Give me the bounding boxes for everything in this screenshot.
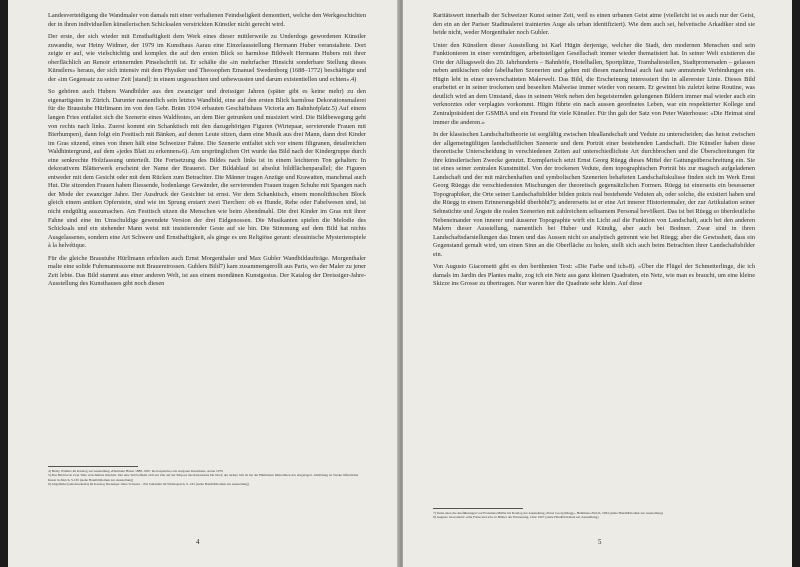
footnote: 4) Heiny Widmer im Katalog zur Ausstellung «Hermann Huber 1888–1967. Retrospektive» im Aargauer Kunsthaus, Aarau 1979 (48, 469, 223, 473)
paragraph: Der erste, der sich wieder mit Ernsthaftigkeit dem Werk eines dieser mittlerweile zu Underdogs gewordenen Künstler zuwandte, war Heiny Widmer, der 1979 im Kunsthaus Aarau eine Einzelausstellung Hermann Huber veranstaltete. Dort zeigte er auf, wie vielschichtig und komplex die auf den ersten Blick so harmlose Bildwelt Hermann Hubers mit ihrer oberflächlich an Renoir erinnernden Pinselschrift ist. Er schälte die «in mehrfacher Hinsicht sonderbare Stellung dieses Künstlers» heraus, der sich intensiv mit dem Physiker und Theosophen Emanuel Swedenborg (1688–1772) beschäftigte und der «im Gegensatz zu seiner Zeit [stand]: in einem ungesuchten und unbewussten und darum existentiellen und echten».4) (48, 33, 366, 83)
paragraph: So gehören auch Hubers Wandbilder aus den zwanziger und dreissiger Jahren (später gibt es keine mehr) zu den eigenartigsten in Zürich. Darunter namentlich sein letztes Wandbild, eine auf den ersten Blick harmlose Dekorationsmalerei für die Braustube Hürlimann im von den Gebr. Bräm 1934 erbauten Geschäftshaus Victoria am Bahnhofplatz.5) Auf einem langen Fries entfaltet sich die Szenerie eines Waldfestes, an dem Bier getrunken und musiziert wird. Die Bildbewegung geht von rechts nach links. Zuerst kommt ein Schanktisch mit den dazugehörigen Figuren (Wirtepaar, servierende Frauen mit Bierhumpen), dann folgt ein Festtisch mit Bänken, auf denen Leute sitzen, dann eine Musik aus drei Mann, dann drei Kinder im Gras sitzend, eines von ihnen hält eine Schweizer Fahne. Die Szenerie entfaltet sich vor einem filigranen, detailreichen Waldhintergrund, auf dem «jedes Blatt zu erkennen»6). Am ursprünglichen Ort wurde das Bild nach der Kindergruppe durch eine senkrechte Holzfassung unterteilt. Die Fortsetzung des Bildes nach links ist in einem leichteren Ton gehalten: In dekorativem Blätterwerk erscheint der Name der Brauerei. Der Bildablauf ist absolut bildflächenparallel; die Figuren entweder mit dem Gesicht oder mit dem Rücken zum Betrachter. Die Männer tragen Anzüge und Krawatten, manchmal auch Hut. Die sitzenden Frauen haben fliessende, bodenlange Gewänder, die servierenden Frauen tragen Schuhe mit Spangen nach der Mode der zwanziger Jahre. Der Ausdruck der Gesichter ist ernst. Vor dem Schanktisch, einem monolithischen Block gleich einem antiken Opferstein, sind wie im Sprung erstarrt zwei Tierchen: ob es Hunde, Rehe oder Fabelwesen sind, ist nicht endgültig auszumachen. Am Festtisch sitzen die Menschen wie beim Abendmahl. Die drei Kinder im Gras mit ihrer Fahne sind eine im Umschuldige gewendete Version der drei Eidgenossen. Die Musikanten spielen die Melodie des Schicksals und ein stehender Mann weist mit insistierender Geste auf sie hin. Die Stimmung auf dem Bild hat nichts Ausgelassenes, sondern eine Art Schwere und Ernsthaftigkeit, als ginge es um Religiöse gerant: eleusinische Mysterienspiele à la helvétique. (48, 88, 366, 250)
paragraph: In der klassischen Landschaftstheorie ist sorgfältig zwischen Ideallandschaft und Vedute zu unterscheiden; das heisst zwischen der allgemeingültigen landschaftlichen Szenerie und dem Porträt einer bestehenden Landschaft. Die Künstler haben diese theoretische Unterscheidung in verschiedenen Zeiten auf unterschiedlichste Art durchbrochen und die Überschreitungen für ihre künstlerischen Zwecke genutzt. Exemplarisch setzt Ernst Georg Rüegg dieses Mittel der Gattungsüberschreitung ein. Sie ist eines seiner zentralen Kunstmittel. Von der trockenen Vedute, dem topographischen Porträt bis zur magisch aufgeladenen Landschaft und der mit märchenhaften und symbolischen Szenerien behafteten Landschaftskulisse finden sich im Werk Ernst Georg Rüeggs die verschiedensten Mischungen der theoretisch gegensätzlichen Formen. Rüegg ist einerseits ein besessener Topographiker, die Orte seiner Landschaftsbilder bilden präzis real bestehende Veduten ab, oder solche, die existiert haben und die Rüegg in einem Erinnerungsbild überhöht7); andererseits ist er eine Art innerer Historienmaler, der zur Artikulation seiner Sehnsüchte und Ängste die realen Szenerien mit zahlreichem seltsamem Personal bevölkert. Das ist bei Rüegg so überdeutliche Nebeneinander von innerer und äusserer Topographie wirft ein Licht auf die Funktion von Landschaft, auch bei den anderen Malern dieser Ausstellung, namentlich bei Huber und Kündig, aber auch bei Bodmer. Zwar sind in ihren Landschaftsdarstellungen das Innen und das Aussen nicht so analytisch getrennt wie bei Rüegg; aber die Gewissheit, dass ein Gegenstand gemalt wird, um einen Sinn an die Oberfläche zu holen, stellt sich auch beim Betrachten ihrer Landschaftsbilder ein. (433, 131, 755, 258)
footnote: 8) Augusto Giacometti: «Die Farbe und ich» in Blätter der Erinnerung, Chur 1997 (siehe Handbibliothek zur Ausstellung) (433, 515, 599, 520)
footnotes (433, 508, 755, 520)
footnote-rule (48, 466, 138, 467)
footnote: 6) Abgebildet (seitenverkehrt) im Katalog Dreissiger Jahre Schweiz – Ein Jahrzehnt im Widerspruch, S. 243 (siehe Handbibliothek zur Ausstellung) (48, 481, 249, 486)
right-page (403, 0, 792, 567)
right-text-column (433, 12, 755, 293)
paragraph: Für die gleiche Braustube Hürlimann erhielten auch Ernst Morgenthaler und Max Gubler Wandbildaufträge. Morgenthaler malte eine solide Fuhrmannsszene mit Brauereirossen. Gublers Bild7) kam zusammengerollt aus Paris, wo der Maler zu jener Zeit lebte. Das Bild stammt aus einer anderen Welt, ist aus einem mondänen Kunstgestus. Der Katalog der Dreissiger-Jahre-Ausstellung des Kunsthauses gibt noch diesen (48, 254, 366, 288)
page-number: 5 (598, 538, 602, 546)
paragraph: Raritätswert innerhalb der Schweizer Kunst seiner Zeit, weil es einen urbanen Geist atme (vielleicht ist es auch nur der Geist, den ein an der Pariser Stadtmalerei trainiertes Auge als urban identifiziert). Wie dem auch sei, helvetische Arkadiker sind sie beide nicht, weder Morgenthaler noch Gubler. (433, 12, 755, 37)
footnote: 5) Das Bild hat in zwei Teile verschnitten überlebt. Der eine Teil befindet sich zur Zeit auf der Empore des Restaurants Du Nord; der andere Teil ist bei der Hürlimann Immobilien AG eingelagert. Abbildung in: Werke öffentlicher Kunst in Zürich, S.165 (siehe Handbibliothek zur Ausstellung) (48, 473, 359, 482)
paragraph: Von Augusto Giacometti gibt es den berühmten Text: «Die Farbe und ich»8). «Über die Flügel der Schmetterlinge, die ich damals im Jardin des Plantes malte, zog ich ein Netz aus ganz kleinen Quadraten, ein Netz, wie man es braucht, um eine kleine Skizze ins Grosse zu übertragen. Nur waren hier die Quadrate sehr klein. Auf diese (433, 263, 755, 288)
left-page (8, 0, 400, 567)
paragraph: Landesverteidigung die Wandmaler von damals mit einer verhaltenen Feindseligkeit demontiert, welche den Werkgeschichten der in ihren individuellen künstlerischen Schicksalen verstrickten Künstler nicht gerecht wird. (48, 12, 366, 28)
left-text-column (48, 12, 366, 293)
footnote: 7) Siehe dazu die Ausführungen von Franziska Müller im Katalog der Ausstellung «Ernst Georg Rüegg», Helmhaus Zürich, 1984 (siehe Handbibliothek zur Ausstellung) (433, 511, 663, 515)
paragraph: Unter den Künstlern dieser Ausstellung ist Karl Hügin derjenige, welcher die Stadt, den modernen Menschen und sein Funktionieren in einer vernünftigen, arbeitsteiligen Gesellschaft immer wieder thematisiert hat. In seiner Welt existieren die Orte der Alltagswelt des 20. Jahrhunderts – Bahnhöfe, Hotelhallen, Sportplätze, Tramhaltestellen, Stadtpromenaden – gelassen neben antikischen oder fabelhaften Szenerien und gehen mit diesen manchmal auch fast naiv anmutende Verbindungen ein. Hügin lebt in einer unverschatteten Malerwelt. Das Bild, die Erscheinung interessiert ihn in allererster Linie. Dieses Bild erarbeitet er in seiner trockenen und beseelten Malweise immer wieder von neuem. Er gewinnt bis zuletzt keine Routine, was deutlich wird an dem Umstand, dass in seinem Werk neben den begeisternden gelungenen Bildern immer mal wieder auch ein verknorztes oder verplagtes vorkommt. Hügin führte ein nach aussen geordnetes Leben, war ein respektierter Kollege und Zentralpräsident der GSMBA und ein Freund für viele Künstler. Für ihn galt der Satz von Peter Waterhouse: «Die Heimat sind immer die anderen.» (433, 41, 755, 126)
page-number: 4 (196, 538, 200, 546)
footnotes (48, 466, 366, 486)
footnote-rule (433, 508, 523, 509)
